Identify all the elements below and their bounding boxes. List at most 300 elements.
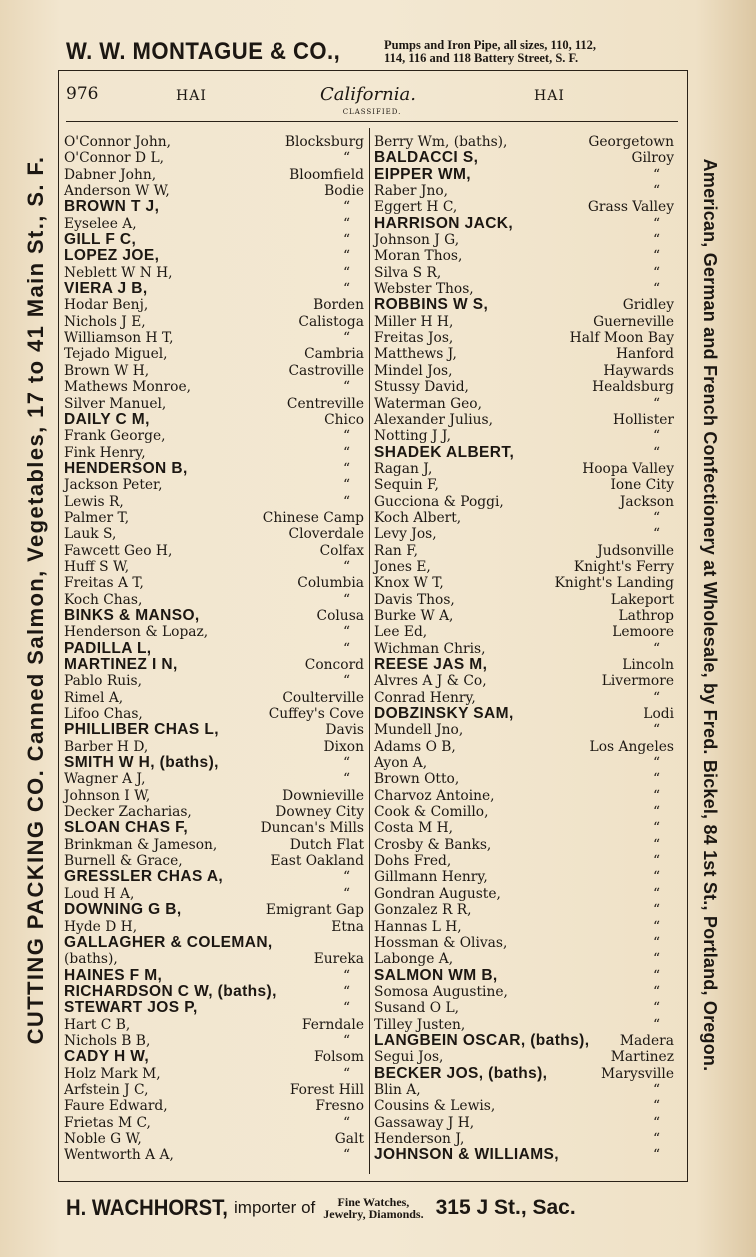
entry-place: Livermore — [601, 673, 674, 690]
directory-entry — [64, 412, 366, 428]
page-header — [66, 78, 678, 118]
entry-place: Healdsburg — [592, 379, 674, 396]
entry-place: Folsom — [313, 1049, 364, 1066]
entry-name: Matthews J, — [374, 346, 457, 363]
directory-entry — [374, 281, 676, 297]
directory-entry — [64, 592, 366, 608]
directory-entry — [64, 673, 366, 689]
directory-entry — [374, 1066, 676, 1082]
entry-name: Wichman Chris, — [374, 640, 486, 657]
entry-name: Segui Jos, — [374, 1049, 444, 1066]
entry-name: HAINES F M, — [64, 966, 163, 984]
directory-entry — [374, 1131, 676, 1147]
entry-place: “ — [342, 1147, 350, 1164]
entry-place: Chinese Camp — [262, 509, 364, 526]
directory-entry — [64, 150, 366, 166]
directory-entry — [374, 1033, 676, 1049]
directory-entry — [64, 1066, 366, 1082]
entry-place: “ — [652, 281, 660, 298]
directory-entry — [64, 722, 366, 738]
entry-name: O'Connor D L, — [64, 150, 165, 167]
directory-entry — [64, 297, 366, 313]
entry-place: “ — [342, 771, 350, 788]
entry-place: Cuffey's Cove — [268, 706, 364, 723]
directory-entry — [64, 232, 366, 248]
directory-entry — [374, 232, 676, 248]
entry-name: Lifoo Chas, — [64, 706, 143, 723]
entry-place: “ — [342, 330, 350, 347]
bottom-ad-goods-line1: Fine Watches, — [337, 1195, 410, 1209]
entry-place: Downieville — [282, 787, 364, 804]
entry-name: Lee Ed, — [374, 624, 428, 641]
entry-name: Burke W A, — [374, 607, 454, 624]
entry-place: Guerneville — [593, 313, 674, 330]
directory-entry — [374, 379, 676, 395]
entry-place: Fresno — [315, 1098, 364, 1115]
entry-place: “ — [652, 967, 660, 984]
entry-name: Moran Thos, — [374, 248, 463, 265]
directory-entry — [374, 1017, 676, 1033]
entry-place: “ — [652, 232, 660, 249]
directory-entry — [64, 526, 366, 542]
entry-place: Half Moon Bay — [569, 330, 674, 347]
directory-entry — [64, 771, 366, 787]
entry-name: Dabner John, — [64, 166, 157, 183]
entry-name: BALDACCI S, — [374, 149, 479, 167]
directory-entry — [374, 1082, 676, 1098]
directory-entry — [64, 690, 366, 706]
entry-place: Downey City — [275, 804, 364, 821]
directory-entry — [374, 902, 676, 918]
entry-name: BECKER JOS, (baths), — [374, 1064, 548, 1082]
entry-place: “ — [342, 558, 350, 575]
directory-entry — [64, 1049, 366, 1065]
directory-entry — [64, 608, 366, 624]
entry-name: Holz Mark M, — [64, 1065, 161, 1082]
entry-name: HARRISON JACK, — [374, 214, 514, 232]
entry-place: “ — [342, 755, 350, 772]
directory-entry — [64, 428, 366, 444]
entry-name: Koch Albert, — [374, 509, 462, 526]
entry-name: Eggert H C, — [374, 199, 458, 216]
directory-entry — [64, 869, 366, 885]
entry-place: Ione City — [610, 477, 674, 494]
entry-name: Wagner A J, — [64, 771, 146, 788]
entry-name: O'Connor John, — [64, 134, 172, 150]
entry-name: Frietas M C, — [64, 1114, 151, 1131]
entry-name: Hodar Benj, — [64, 297, 149, 314]
entry-name: Waterman Geo, — [374, 395, 482, 412]
directory-entry — [374, 706, 676, 722]
entry-name: HENDERSON B, — [64, 459, 188, 477]
entry-name: Johnson J G, — [374, 232, 460, 249]
directory-entry — [374, 543, 676, 559]
entry-place: “ — [652, 1000, 660, 1017]
entry-name: Neblett W N H, — [64, 264, 173, 281]
directory-entry — [374, 412, 676, 428]
directory-entry — [374, 837, 676, 853]
entry-name: Loud H A, — [64, 885, 135, 902]
directory-entry — [64, 314, 366, 330]
entry-place: Lemoore — [612, 624, 674, 641]
directory-entry — [64, 1098, 366, 1114]
entry-place: “ — [342, 1000, 350, 1017]
entry-name: Gucciona & Poggi, — [374, 493, 504, 510]
entry-place: “ — [342, 150, 350, 167]
directory-entry — [64, 477, 366, 493]
entry-place: “ — [342, 624, 350, 641]
entry-place: “ — [652, 804, 660, 821]
entry-name: Cousins & Lewis, — [374, 1098, 496, 1115]
entry-name: Frank George, — [64, 428, 166, 445]
top-ad-detail-line2: 114, 116 and 118 Battery Street, S. F. — [384, 51, 579, 65]
top-ad-detail — [384, 39, 596, 65]
entry-place: “ — [342, 199, 350, 216]
entry-place: “ — [652, 1081, 660, 1098]
entry-place: “ — [652, 395, 660, 412]
directory-entry — [64, 739, 366, 755]
entry-place: “ — [652, 1147, 660, 1164]
directory-entry — [64, 461, 366, 477]
entry-place: “ — [652, 918, 660, 935]
directory-entry — [374, 1049, 676, 1065]
entry-name: Noble G W, — [64, 1130, 142, 1147]
directory-entry — [374, 248, 676, 264]
directory-entry — [374, 575, 676, 591]
directory-entry — [64, 788, 366, 804]
entry-name: Decker Zacharias, — [64, 804, 192, 821]
entry-place: “ — [342, 428, 350, 445]
entry-place: Knight's Landing — [554, 575, 674, 592]
entry-name: Tejado Miguel, — [64, 346, 168, 363]
right-ad-text: American, German and French Confectionery at Wholesale, by Fred. Bickel, 84 1st St., Portland, Oregon. — [700, 158, 721, 1072]
directory-entry — [374, 869, 676, 885]
entry-place: “ — [652, 689, 660, 706]
entry-name: Labonge A, — [374, 951, 454, 968]
entry-name: LANGBEIN OSCAR, (baths), — [374, 1031, 590, 1049]
bottom-ad-goods — [323, 1196, 423, 1220]
entry-name: RICHARDSON C W, (baths), — [64, 982, 277, 1000]
directory-entry — [64, 216, 366, 232]
directory-entry — [64, 902, 366, 918]
entry-place: Los Angeles — [589, 738, 674, 755]
directory-entry — [374, 771, 676, 787]
directory-entry — [374, 330, 676, 346]
directory-entry — [64, 820, 366, 836]
directory-entry — [374, 690, 676, 706]
entry-name: Freitas A T, — [64, 575, 144, 592]
entry-place: “ — [652, 183, 660, 200]
entry-name: Jones E, — [374, 558, 431, 575]
entry-place: Gridley — [622, 297, 674, 314]
entry-place: Colusa — [316, 607, 364, 624]
directory-entry — [374, 755, 676, 771]
directory-entry — [64, 968, 366, 984]
directory-entry — [64, 199, 366, 215]
entry-place: Cambria — [304, 346, 364, 363]
entry-name: Palmer T, — [64, 509, 130, 526]
running-head-left: HAI — [176, 88, 207, 104]
bottom-ad-importer: importer of — [234, 1198, 316, 1217]
entry-place: Lakeport — [610, 591, 674, 608]
entry-place: “ — [342, 379, 350, 396]
entry-name: Stussy David, — [374, 379, 469, 396]
entry-name: Barber H D, — [64, 738, 149, 755]
entry-name: Dohs Fred, — [374, 853, 452, 870]
header-divider — [66, 121, 678, 122]
top-ad-detail-line1: Pumps and Iron Pipe, all sizes, 110, 112, — [384, 38, 597, 52]
directory-entry — [64, 265, 366, 281]
entry-place: “ — [652, 902, 660, 919]
entry-place: “ — [652, 264, 660, 281]
entry-name: ROBBINS W S, — [374, 296, 489, 314]
top-ad-firm: W. W. MONTAGUE & CO., — [66, 38, 341, 65]
entry-name: Brown W H, — [64, 362, 150, 379]
entry-name: Somosa Augustine, — [374, 983, 508, 1000]
entry-name: Notting J J, — [374, 428, 452, 445]
entry-place: “ — [342, 444, 350, 461]
directory-entry — [374, 592, 676, 608]
directory-entry — [374, 624, 676, 640]
entry-place: “ — [652, 1130, 660, 1147]
directory-entry — [64, 445, 366, 461]
entry-name: Blin A, — [374, 1081, 421, 1098]
directory-entry — [64, 346, 366, 362]
directory-entry — [374, 297, 676, 313]
right-margin-advertisement — [692, 70, 728, 1160]
entry-name: Levy Jos, — [374, 526, 437, 543]
entry-place: “ — [652, 983, 660, 1000]
directory-entry — [64, 641, 366, 657]
directory-entry — [374, 673, 676, 689]
entry-name: STEWART JOS P, — [64, 999, 198, 1017]
entry-place: “ — [342, 983, 350, 1000]
directory-entry — [64, 657, 366, 673]
entry-place: “ — [652, 787, 660, 804]
entry-place: “ — [652, 640, 660, 657]
entry-name: Alvres A J & Co, — [374, 673, 487, 690]
entry-place: “ — [652, 869, 660, 886]
entry-name: SLOAN CHAS F, — [64, 819, 189, 837]
entry-name: Jackson Peter, — [64, 477, 163, 494]
bottom-advertisement — [66, 1188, 696, 1228]
entry-place — [364, 935, 366, 951]
entry-name: Faure Edward, — [64, 1098, 168, 1115]
directory-entry — [374, 886, 676, 902]
directory-entry — [64, 559, 366, 575]
entry-place: Bodie — [324, 183, 364, 200]
directory-entry — [374, 657, 676, 673]
entry-place: Martinez — [610, 1049, 674, 1066]
entry-name: Fawcett Geo H, — [64, 542, 173, 559]
entry-place: Lodi — [643, 706, 674, 723]
entry-name: Ayon A, — [374, 755, 428, 772]
entry-name: BINKS & MANSO, — [64, 606, 200, 624]
entry-place: Madera — [619, 1032, 674, 1049]
directory-entry — [374, 1147, 676, 1163]
entry-name: Wentworth A A, — [64, 1147, 174, 1164]
directory-entry — [374, 1115, 676, 1131]
entry-place: Knight's Ferry — [573, 558, 674, 575]
entry-place: “ — [652, 771, 660, 788]
directory-entry — [374, 804, 676, 820]
running-head-right: HAI — [534, 88, 565, 104]
entry-place: Etna — [331, 918, 364, 935]
entry-place: Lathrop — [618, 607, 674, 624]
entry-place: “ — [342, 640, 350, 657]
directory-entry — [374, 167, 676, 183]
entry-name: Eyselee A, — [64, 215, 137, 232]
entry-place: “ — [342, 885, 350, 902]
directory-entry — [64, 281, 366, 297]
entry-name: SALMON WM B, — [374, 966, 498, 984]
directory-entry — [64, 396, 366, 412]
entry-place: “ — [652, 951, 660, 968]
entry-name: Mundell Jno, — [374, 722, 464, 739]
page-title: California. — [320, 84, 416, 105]
directory-entry — [374, 1000, 676, 1016]
entry-name: GRESSLER CHAS A, — [64, 868, 224, 886]
entry-name: Nichols J E, — [64, 313, 146, 330]
directory-entry — [374, 363, 676, 379]
entry-name: Arfstein J C, — [64, 1081, 149, 1098]
directory-entry — [64, 984, 366, 1000]
directory-entry — [64, 248, 366, 264]
directory-entry — [374, 853, 676, 869]
entry-place: Davis — [325, 722, 364, 739]
entry-place: Blocksburg — [284, 134, 364, 150]
directory-entry — [64, 1000, 366, 1016]
entry-name: Conrad Henry, — [374, 689, 476, 706]
directory-entry — [64, 1017, 366, 1033]
entry-name: CADY H W, — [64, 1048, 150, 1066]
directory-entry — [374, 739, 676, 755]
entry-name: Rimel A, — [64, 689, 124, 706]
entry-place: Ferndale — [301, 1016, 364, 1033]
entry-place: “ — [342, 264, 350, 281]
entry-place: Marysville — [600, 1065, 674, 1082]
directory-entry — [64, 575, 366, 591]
entry-name: Webster Thos, — [374, 281, 474, 298]
entry-name: GILL F C, — [64, 231, 137, 249]
entry-place: “ — [342, 460, 350, 477]
directory-entry — [64, 379, 366, 395]
entry-place: Centreville — [286, 395, 364, 412]
entry-name: Hannas L H, — [374, 918, 462, 935]
directory-entry — [374, 150, 676, 166]
directory-entry — [64, 951, 366, 967]
entry-name: Susand O L, — [374, 1000, 459, 1017]
entry-place: Lincoln — [622, 657, 674, 673]
entry-place: Hoopa Valley — [582, 460, 674, 477]
entry-name: Raber Jno, — [374, 183, 449, 200]
bottom-ad-goods-line2: Jewelry, Diamonds. — [323, 1207, 424, 1221]
entry-name: DAILY C M, — [64, 410, 150, 428]
entry-name: Gondran Auguste, — [374, 885, 501, 902]
entry-name: Anderson W W, — [64, 183, 170, 200]
directory-entry — [64, 543, 366, 559]
entry-name: Gonzalez R R, — [374, 902, 472, 919]
directory-entry — [64, 853, 366, 869]
left-ad-text: CUTTING PACKING CO. Canned Salmon, Vegetables, 17 to 41 Main St., S. F. — [23, 155, 48, 1045]
directory-entry — [64, 494, 366, 510]
entry-name: Miller H H, — [374, 313, 454, 330]
entry-place: Eureka — [313, 951, 364, 968]
entry-place: “ — [652, 444, 660, 461]
directory-entry — [374, 445, 676, 461]
bottom-ad-name: H. WACHHORST, — [66, 1195, 228, 1220]
directory-entry — [64, 1115, 366, 1131]
directory-entry — [64, 886, 366, 902]
entry-place: “ — [652, 428, 660, 445]
entry-name: MARTINEZ I N, — [64, 656, 178, 673]
entry-place: Haywards — [603, 362, 674, 379]
entry-place: Gilroy — [631, 150, 674, 167]
entry-place: Borden — [313, 297, 364, 314]
entry-name: Silver Manuel, — [64, 395, 167, 412]
entry-name: Freitas Jos, — [374, 330, 454, 347]
entry-place: Hollister — [613, 411, 674, 428]
entry-place: Dutch Flat — [289, 836, 364, 853]
entry-place: Dixon — [323, 738, 364, 755]
entry-place: “ — [652, 215, 660, 232]
entry-place: Columbia — [297, 575, 364, 592]
right-column-listing — [374, 134, 676, 1164]
entry-name: Brinkman & Jameson, — [64, 836, 218, 853]
entry-name: GALLAGHER & COLEMAN, — [64, 933, 273, 951]
directory-entry — [374, 134, 676, 150]
entry-place: Chico — [324, 411, 364, 428]
entry-name: Sequin F, — [374, 477, 439, 494]
entry-name: Tilley Justen, — [374, 1016, 466, 1033]
directory-entry — [64, 755, 366, 771]
entry-name: Ran F, — [374, 542, 419, 559]
directory-entry — [374, 820, 676, 836]
entry-place: “ — [652, 934, 660, 951]
directory-entry — [374, 428, 676, 444]
entry-name: Lewis R, — [64, 493, 124, 510]
entry-place: “ — [342, 232, 350, 249]
entry-place: “ — [342, 215, 350, 232]
entry-name: Adams O B, — [374, 738, 456, 755]
directory-entry — [64, 1082, 366, 1098]
entry-name: Alexander Julius, — [374, 411, 494, 428]
entry-name: Lauk S, — [64, 526, 117, 543]
column-divider — [369, 128, 370, 1174]
entry-name: Gassaway J H, — [374, 1114, 475, 1131]
entry-place: “ — [652, 166, 660, 183]
bottom-ad-address: 315 J St., Sac. — [435, 1196, 576, 1219]
entry-name: Huff S W, — [64, 558, 130, 575]
entry-place: “ — [342, 673, 350, 690]
page-subtitle: CLASSIFIED. — [342, 108, 402, 116]
directory-entry — [64, 134, 366, 150]
entry-name: JOHNSON & WILLIAMS, — [374, 1146, 559, 1164]
entry-name: DOBZINSKY SAM, — [374, 705, 514, 723]
entry-name: REESE JAS M, — [374, 656, 488, 673]
entry-name: Mindel Jos, — [374, 362, 453, 379]
entry-place: “ — [652, 1114, 660, 1131]
directory-entry — [374, 183, 676, 199]
entry-name: BROWN T J, — [64, 198, 160, 216]
entry-place: “ — [652, 885, 660, 902]
directory-entry — [374, 788, 676, 804]
entry-name: Pablo Ruis, — [64, 673, 142, 690]
left-margin-advertisement — [14, 40, 58, 1160]
entry-name: (baths), — [64, 951, 118, 968]
directory-entry — [374, 396, 676, 412]
entry-place: “ — [342, 281, 350, 298]
